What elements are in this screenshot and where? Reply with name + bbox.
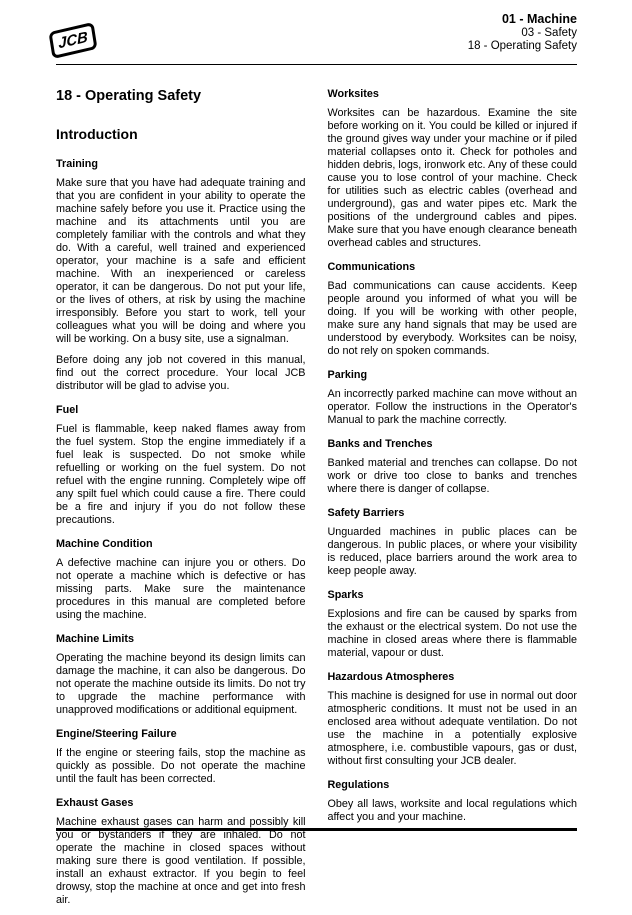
left-column <box>56 88 306 915</box>
section-hazardous-atmospheres <box>328 671 578 768</box>
section-heading: Worksites <box>327 88 379 100</box>
section-paragraph: Fuel is flammable, keep naked flames away from the fuel system. Stop the engine immediately if a fuel leak is suspected. Do not smoke while refuelling or working on the fuel system. Do not refuel with the engine running. Completely wipe off any spilt fuel which could cause a fire. There could be a fire and injury if you do not follow these precautions. <box>56 423 306 526</box>
section-machine-limits <box>56 633 306 717</box>
page-title: 18 - Operating Safety <box>56 88 202 104</box>
section-heading: Training <box>56 158 98 170</box>
section-paragraph: Banked material and trenches can collapse. Do not work or drive too close to banks and trenches where there is danger of collapse. <box>327 457 577 495</box>
footer-divider <box>56 828 577 831</box>
section-paragraph: Unguarded machines in public places can be dangerous. In public places, or where your visibility is reduced, place barriers around the work area to keep people away. <box>327 526 577 577</box>
breadcrumb-machine: 01 - Machine <box>501 12 577 26</box>
section-paragraph: An incorrectly parked machine can move without an operator. Follow the instructions in the Operator's Manual to park the machine correctly. <box>327 388 577 426</box>
section-machine-condition <box>56 538 306 622</box>
section-sparks <box>328 589 578 660</box>
section-engine-steering-failure <box>56 728 306 786</box>
section-heading: Sparks <box>327 589 364 601</box>
section-heading: Machine Limits <box>56 633 134 645</box>
section-heading: Parking <box>327 369 368 381</box>
section-heading: Exhaust Gases <box>56 797 134 809</box>
section-heading: Machine Condition <box>56 538 153 550</box>
manual-page <box>56 0 577 906</box>
section-paragraph: Worksites can be hazardous. Examine the site before working on it. You could be killed or injured if the ground gives way under your machine or if piled material collapses onto it. Check for potholes and hidden debris, logs, ironwork etc. Any of these could cause you to lose control of your machine. Check for utilities such as electric cables (overhead and underground), gas and water pipes etc. Mark the positions of the underground cables and pipes. Make sure that you have enough clearance beneath overhead cables and structures. <box>327 107 577 249</box>
section-heading: Regulations <box>327 779 390 791</box>
section-banks-and-trenches <box>328 438 578 496</box>
section-worksites <box>328 88 578 250</box>
section-training <box>56 158 306 393</box>
header-divider <box>56 64 577 65</box>
section-safety-barriers <box>328 507 578 578</box>
page-header <box>56 0 577 65</box>
breadcrumb-safety: 03 - Safety <box>521 27 577 39</box>
section-paragraph: If the engine or steering fails, stop the machine as quickly as possible. Do not operate the machine until the fault has been corrected. <box>56 747 306 785</box>
breadcrumb-operating-safety: 18 - Operating Safety <box>467 40 577 52</box>
jcb-logo <box>48 22 97 59</box>
section-paragraph: This machine is designed for use in normal out door atmospheric conditions. It must not be used in an enclosed area without adequate ventilation. Do not use the machine in a potentially explosive atmosphere, i.e. combustible vapours, gas or dust, without first consulting your JCB dealer. <box>327 690 577 767</box>
jcb-logo-text: JCB <box>57 28 89 53</box>
section-fuel <box>56 404 306 527</box>
section-exhaust-gases <box>56 797 306 907</box>
section-heading: Fuel <box>56 404 79 416</box>
section-paragraph: Obey all laws, worksite and local regulations which affect you and your machine. <box>327 798 577 823</box>
page-content <box>56 88 577 915</box>
section-communications <box>328 261 578 358</box>
section-regulations <box>328 779 578 824</box>
section-parking <box>328 369 578 427</box>
section-paragraph: A defective machine can injure you or others. Do not operate a machine which is defective or has missing parts. Make sure the maintenance procedures in this manual are completed before using the machine. <box>56 557 306 621</box>
section-paragraph: Bad communications can cause accidents. Keep people around you informed of what you will be doing. If you will be working with other people, make sure any hand signals that may be used are understood by everybody. Worksites can be noisy, do not rely on spoken commands. <box>327 280 577 357</box>
right-column <box>328 88 578 915</box>
section-heading: Hazardous Atmospheres <box>327 671 455 683</box>
section-heading: Communications <box>327 261 416 273</box>
section-paragraph: Make sure that you have had adequate training and that you are confident in your ability to operate the machine safely before you use it. Practice using the machine and its attachments until you are completely familiar with the controls and what they do. With a careful, well trained and experienced operator, your machine is a safe and efficient machine. With an inexperienced or careless operator, it can be dangerous. Do not put your life, or the lives of others, at risk by using the machine irresponsibly. Before you start to work, tell your colleagues what you will be doing and where you will be working. On a busy site, use a signalman. <box>56 177 306 345</box>
breadcrumb <box>468 12 577 53</box>
section-paragraph: Operating the machine beyond its design limits can damage the machine, it can also be dangerous. Do not operate the machine outside its limits. Do not try to upgrade the machine performance with unapproved modifications or additional equipment. <box>56 652 306 716</box>
introduction-heading: Introduction <box>56 126 138 142</box>
section-paragraph: Explosions and fire can be caused by sparks from the exhaust or the electrical system. Do not use the machine in closed areas where there is flammable material, vapour or dust. <box>327 608 577 659</box>
section-paragraph: Machine exhaust gases can harm and possibly kill you or bystanders if they are inhaled. Do not operate the machine in closed spaces without making sure there is good ventilation. If possible, install an exhaust extractor. If you begin to feel drowsy, stop the machine at once and get into fresh air. <box>56 816 306 906</box>
section-heading: Engine/Steering Failure <box>56 728 177 740</box>
section-paragraph: Before doing any job not covered in this manual, find out the correct procedure. Your local JCB distributor will be glad to advise you. <box>56 354 306 392</box>
section-heading: Safety Barriers <box>327 507 405 519</box>
section-heading: Banks and Trenches <box>327 438 433 450</box>
